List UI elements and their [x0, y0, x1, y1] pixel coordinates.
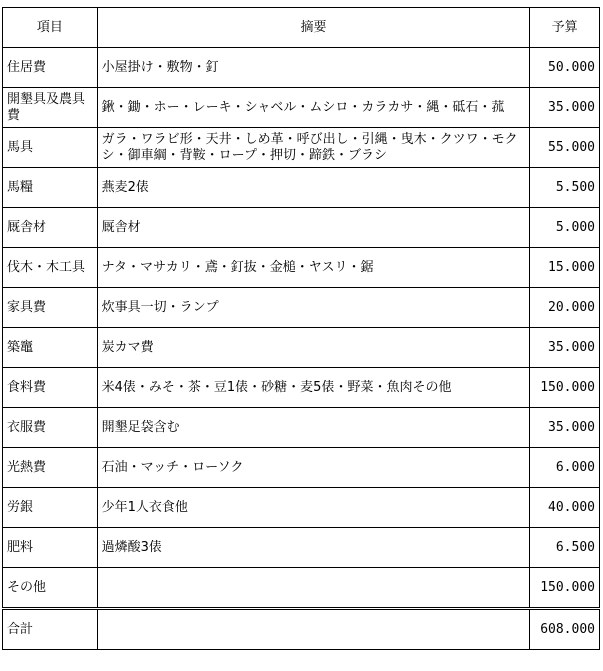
- table-row: [3, 128, 600, 168]
- table-row: [3, 448, 600, 488]
- header-row: [3, 8, 600, 48]
- item-cell: 衣服費: [3, 408, 98, 448]
- budget-cell: 55.000: [530, 128, 600, 168]
- summary-cell: 石油・マッチ・ローソク: [97, 448, 530, 488]
- header-summary: 摘要: [97, 8, 530, 48]
- table-row: [3, 48, 600, 88]
- header-item: 項目: [3, 8, 98, 48]
- total-row: [3, 609, 600, 650]
- item-cell: 住居費: [3, 48, 98, 88]
- summary-cell: 少年1人衣食他: [97, 488, 530, 528]
- summary-cell: 炭カマ費: [97, 328, 530, 368]
- budget-cell: 6.000: [530, 448, 600, 488]
- total-label: 合計: [3, 609, 98, 650]
- table-row: [3, 88, 600, 128]
- item-cell: 伐木・木工具: [3, 248, 98, 288]
- item-cell: 馬具: [3, 128, 98, 168]
- budget-cell: 150.000: [530, 368, 600, 408]
- budget-cell: 5.000: [530, 208, 600, 248]
- item-cell: その他: [3, 568, 98, 609]
- summary-cell: 燕麦2俵: [97, 168, 530, 208]
- summary-cell: ガラ・ワラビ形・天井・しめ革・呼び出し・引縄・曳木・クツワ・モクシ・御車綱・背鞍・ロープ・押切・蹄鉄・ブラシ: [97, 128, 530, 168]
- table-row: [3, 408, 600, 448]
- total-budget: 608.000: [530, 609, 600, 650]
- budget-cell: 50.000: [530, 48, 600, 88]
- table-row: [3, 568, 600, 609]
- summary-cell: 米4俵・みそ・茶・豆1俵・砂糖・麦5俵・野菜・魚肉その他: [97, 368, 530, 408]
- budget-cell: 5.500: [530, 168, 600, 208]
- item-cell: 築竈: [3, 328, 98, 368]
- table-row: [3, 288, 600, 328]
- budget-cell: 35.000: [530, 328, 600, 368]
- item-cell: 肥料: [3, 528, 98, 568]
- item-cell: 光熱費: [3, 448, 98, 488]
- budget-cell: 6.500: [530, 528, 600, 568]
- budget-cell: 20.000: [530, 288, 600, 328]
- item-cell: 食料費: [3, 368, 98, 408]
- table-row: [3, 208, 600, 248]
- item-cell: 厩舎材: [3, 208, 98, 248]
- item-cell: 家具費: [3, 288, 98, 328]
- table-row: [3, 528, 600, 568]
- budget-cell: 40.000: [530, 488, 600, 528]
- budget-cell: 15.000: [530, 248, 600, 288]
- summary-cell: [97, 568, 530, 609]
- item-cell: 労銀: [3, 488, 98, 528]
- table-row: [3, 368, 600, 408]
- summary-cell: 過燐酸3俵: [97, 528, 530, 568]
- budget-cell: 35.000: [530, 88, 600, 128]
- table-row: [3, 488, 600, 528]
- table-row: [3, 248, 600, 288]
- header-budget: 予算: [530, 8, 600, 48]
- table-row: [3, 168, 600, 208]
- total-summary: [97, 609, 530, 650]
- table-row: [3, 328, 600, 368]
- summary-cell: 厩舎材: [97, 208, 530, 248]
- summary-cell: 開墾足袋含む: [97, 408, 530, 448]
- summary-cell: 鍬・鋤・ホー・レーキ・シャベル・ムシロ・カラカサ・縄・砥石・菰: [97, 88, 530, 128]
- summary-cell: ナタ・マサカリ・鳶・釘抜・金槌・ヤスリ・鋸: [97, 248, 530, 288]
- item-cell: 開墾具及農具費: [3, 88, 98, 128]
- summary-cell: 炊事具一切・ランプ: [97, 288, 530, 328]
- summary-cell: 小屋掛け・敷物・釘: [97, 48, 530, 88]
- budget-table: [2, 7, 600, 650]
- budget-cell: 35.000: [530, 408, 600, 448]
- item-cell: 馬糧: [3, 168, 98, 208]
- budget-cell: 150.000: [530, 568, 600, 609]
